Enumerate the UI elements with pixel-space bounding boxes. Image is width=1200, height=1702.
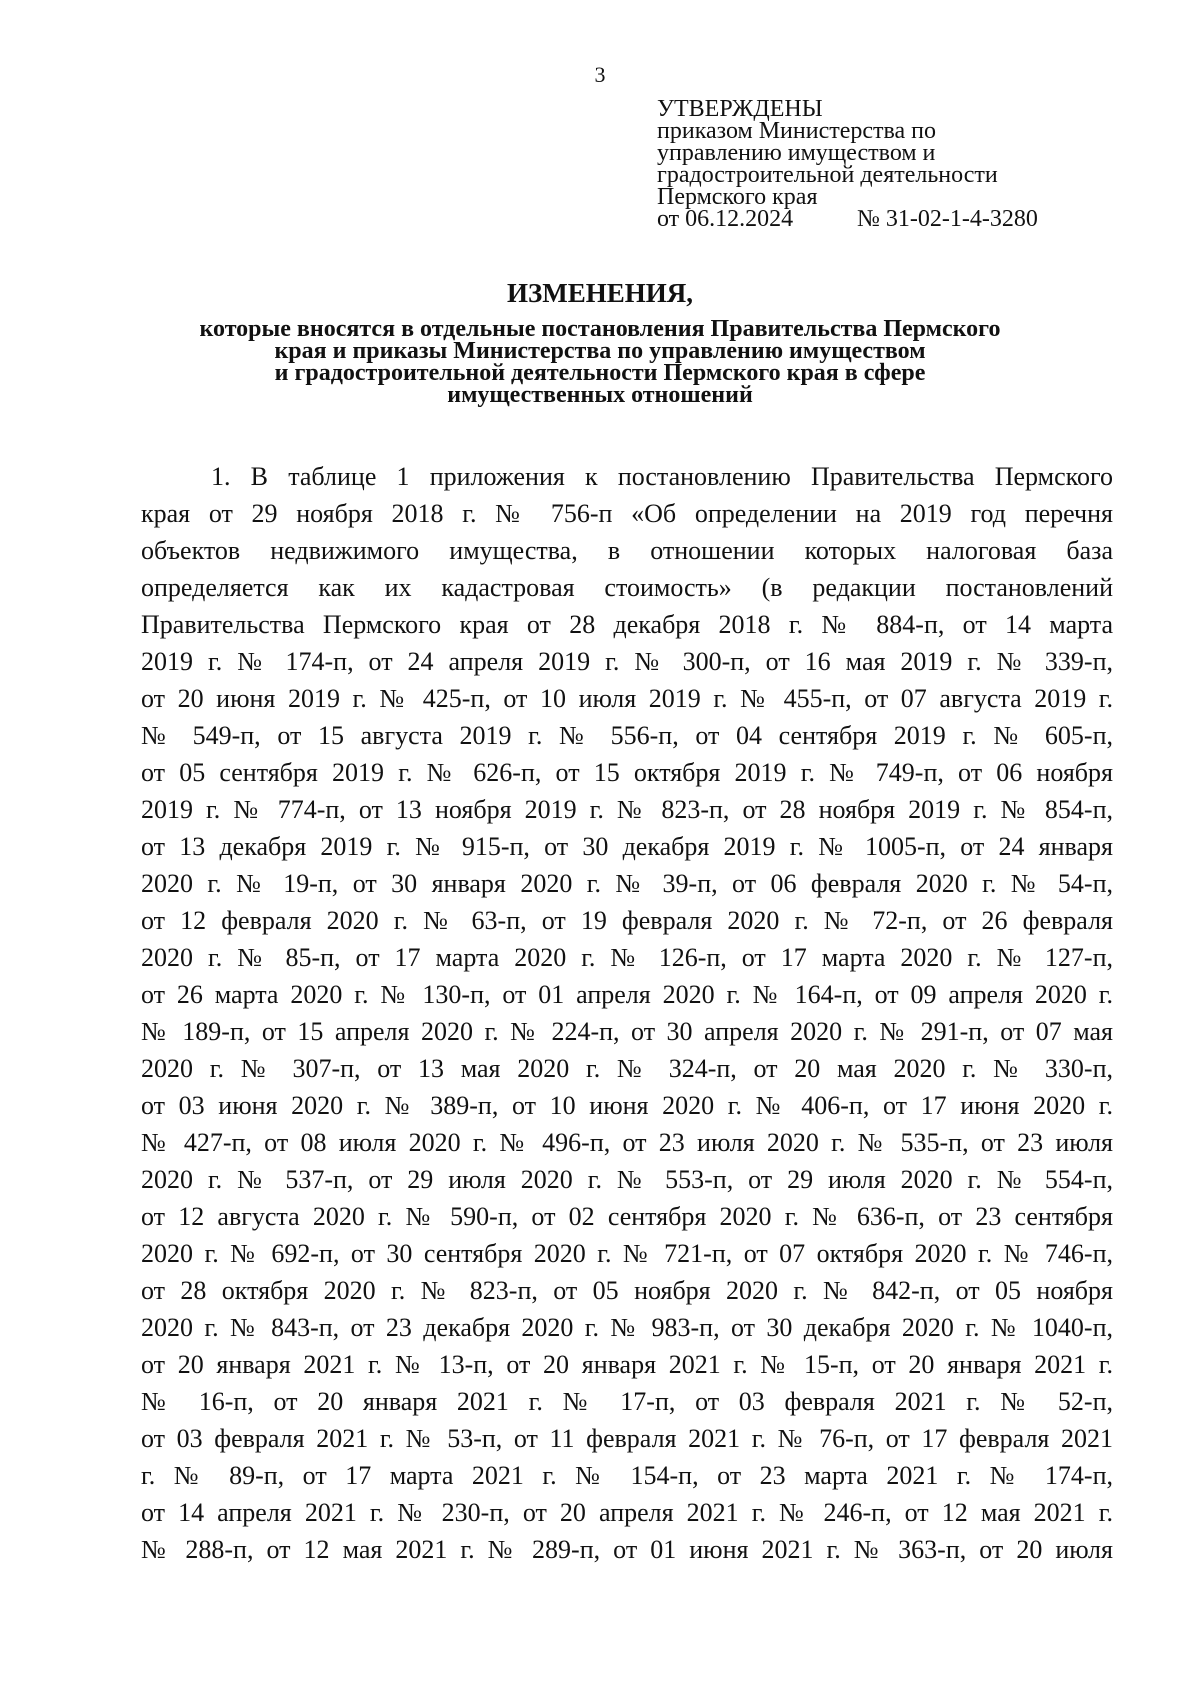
body-line: Правительства Пермского края от 28 декабря 2018 г. № 884-п, от 14 марта: [141, 610, 1113, 639]
body-line: от 20 июня 2019 г. № 425-п, от 10 июля 2019 г. № 455-п, от 07 августа 2019 г.: [141, 684, 1113, 713]
approval-date: от 06.12.2024: [657, 206, 794, 232]
body-line: 1. В таблице 1 приложения к постановлению Правительства Пермского: [211, 462, 1113, 491]
subtitle-line: края и приказы Министерства по управлению имуществом: [274, 338, 926, 364]
body-line: 2020 г. № 692-п, от 30 сентября 2020 г. № 721-п, от 07 октября 2020 г. № 746-п,: [141, 1239, 1113, 1268]
body-line: от 05 сентября 2019 г. № 626-п, от 15 октября 2019 г. № 749-п, от 06 ноября: [141, 758, 1113, 787]
subtitle-line: которые вносятся в отдельные постановления Правительства Пермского: [199, 316, 1001, 342]
body-line: края от 29 ноября 2018 г. № 756-п «Об определении на 2019 год перечня: [141, 499, 1113, 528]
body-line: 2020 г. № 19-п, от 30 января 2020 г. № 39-п, от 06 февраля 2020 г. № 54-п,: [141, 869, 1113, 898]
body-line: от 12 февраля 2020 г. № 63-п, от 19 февраля 2020 г. № 72-п, от 26 февраля: [141, 906, 1113, 935]
body-line: от 26 марта 2020 г. № 130-п, от 01 апреля 2020 г. № 164-п, от 09 апреля 2020 г.: [141, 980, 1113, 1009]
body-line: № 427-п, от 08 июля 2020 г. № 496-п, от 23 июля 2020 г. № 535-п, от 23 июля: [141, 1128, 1113, 1157]
approval-block: [657, 98, 1157, 230]
approval-line: градостроительной деятельности: [657, 162, 998, 188]
body-line: 2019 г. № 774-п, от 13 ноября 2019 г. № 823-п, от 28 ноября 2019 г. № 854-п,: [141, 795, 1113, 824]
approval-line: Пермского края: [657, 184, 818, 210]
approval-date-line: [657, 208, 1157, 230]
body-line: определяется как их кадастровая стоимость» (в редакции постановлений: [141, 573, 1113, 602]
body-line: объектов недвижимого имущества, в отношении которых налоговая база: [141, 536, 1113, 565]
approval-line: управлению имуществом и: [657, 140, 936, 166]
body-line: от 20 января 2021 г. № 13-п, от 20 января 2021 г. № 15-п, от 20 января 2021 г.: [141, 1350, 1113, 1379]
body-line: от 03 февраля 2021 г. № 53-п, от 11 февраля 2021 г. № 76-п, от 17 февраля 2021: [141, 1424, 1113, 1453]
body-line: г. № 89-п, от 17 марта 2021 г. № 154-п, от 23 марта 2021 г. № 174-п,: [141, 1461, 1113, 1490]
body-line: № 16-п, от 20 января 2021 г. № 17-п, от 03 февраля 2021 г. № 52-п,: [141, 1387, 1113, 1416]
body-line: 2020 г. № 85-п, от 17 марта 2020 г. № 126-п, от 17 марта 2020 г. № 127-п,: [141, 943, 1113, 972]
body-line: № 549-п, от 15 августа 2019 г. № 556-п, от 04 сентября 2019 г. № 605-п,: [141, 721, 1113, 750]
approval-number: № 31-02-1-4-3280: [857, 206, 1038, 232]
approval-line: приказом Министерства по: [657, 118, 937, 144]
body-line: 2019 г. № 174-п, от 24 апреля 2019 г. № 300-п, от 16 мая 2019 г. № 339-п,: [141, 647, 1113, 676]
body-line: от 14 апреля 2021 г. № 230-п, от 20 апреля 2021 г. № 246-п, от 12 мая 2021 г.: [141, 1498, 1113, 1527]
document-title: ИЗМЕНЕНИЯ,: [506, 278, 693, 308]
body-line: от 12 августа 2020 г. № 590-п, от 02 сентября 2020 г. № 636-п, от 23 сентября: [141, 1202, 1113, 1231]
subtitle-line: имущественных отношений: [447, 382, 753, 408]
body-line: 2020 г. № 537-п, от 29 июля 2020 г. № 553-п, от 29 июля 2020 г. № 554-п,: [141, 1165, 1113, 1194]
body-line: № 288-п, от 12 мая 2021 г. № 289-п, от 01 июня 2021 г. № 363-п, от 20 июля: [141, 1535, 1113, 1564]
document-subtitle: [120, 318, 1080, 406]
subtitle-line: и градостроительной деятельности Пермского края в сфере: [274, 360, 926, 386]
body-line: от 03 июня 2020 г. № 389-п, от 10 июня 2020 г. № 406-п, от 17 июня 2020 г.: [141, 1091, 1113, 1120]
body-line: № 189-п, от 15 апреля 2020 г. № 224-п, от 30 апреля 2020 г. № 291-п, от 07 мая: [141, 1017, 1113, 1046]
body-line: от 28 октября 2020 г. № 823-п, от 05 ноября 2020 г. № 842-п, от 05 ноября: [141, 1276, 1113, 1305]
page-number: 3: [594, 62, 606, 87]
body-line: 2020 г. № 307-п, от 13 мая 2020 г. № 324-п, от 20 мая 2020 г. № 330-п,: [141, 1054, 1113, 1083]
approval-title: УТВЕРЖДЕНЫ: [657, 96, 823, 122]
body-line: от 13 декабря 2019 г. № 915-п, от 30 декабря 2019 г. № 1005-п, от 24 января: [141, 832, 1113, 861]
body-text: [141, 458, 1113, 1568]
body-line: 2020 г. № 843-п, от 23 декабря 2020 г. № 983-п, от 30 декабря 2020 г. № 1040-п,: [141, 1313, 1113, 1342]
